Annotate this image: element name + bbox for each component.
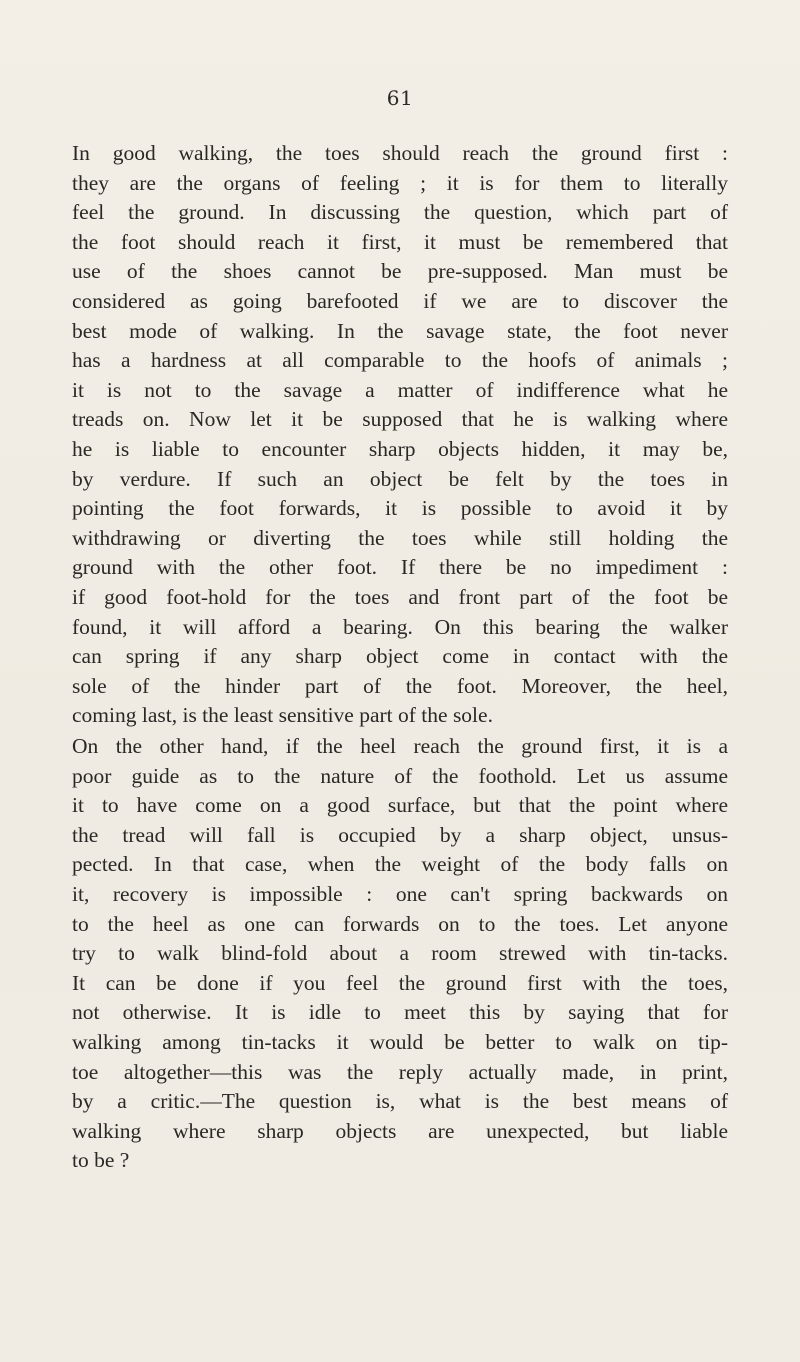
- text-line: toe altogether—this was the reply actually made, in print,: [72, 1059, 728, 1084]
- text-line: It can be done if you feel the ground first with the toes,: [72, 970, 728, 995]
- paragraph-2: [72, 732, 728, 1176]
- text-line: coming last, is the least sensitive part of the sole.: [72, 703, 493, 728]
- text-line: he is liable to encounter sharp objects hidden, it may be,: [72, 436, 728, 461]
- text-line: pected. In that case, when the weight of the body falls on: [72, 852, 728, 877]
- text-line: walking where sharp objects are unexpected, but liable: [72, 1118, 728, 1143]
- text-line: the foot should reach it first, it must be remembered that: [72, 229, 728, 254]
- text-line: can spring if any sharp object come in contact with the: [72, 644, 728, 669]
- text-line: sole of the hinder part of the foot. Moreover, the heel,: [72, 673, 728, 698]
- text-line: try to walk blind-fold about a room strewed with tin-tacks.: [72, 941, 728, 966]
- text-line: On the other hand, if the heel reach the ground first, it is a: [72, 734, 728, 758]
- text-line: has a hardness at all comparable to the hoofs of animals ;: [72, 348, 728, 373]
- page-number: 61: [386, 86, 414, 110]
- text-line: feel the ground. In discussing the question, which part of: [72, 200, 728, 225]
- paragraph-1: [72, 139, 728, 731]
- text-line: found, it will afford a bearing. On this bearing the walker: [72, 614, 728, 639]
- text-line: ground with the other foot. If there be no impediment :: [72, 555, 728, 580]
- text-line: by verdure. If such an object be felt by the toes in: [72, 466, 728, 491]
- text-line: In good walking, the toes should reach the ground first :: [72, 141, 728, 165]
- text-line: the tread will fall is occupied by a sharp object, unsus-: [72, 822, 728, 847]
- text-line: it, recovery is impossible : one can't spring backwards on: [72, 881, 728, 906]
- text-line: use of the shoes cannot be pre-supposed. Man must be: [72, 259, 728, 284]
- text-line: not otherwise. It is idle to meet this by saying that for: [72, 1000, 728, 1025]
- text-line: to be ?: [72, 1148, 130, 1173]
- text-line: withdrawing or diverting the toes while still holding the: [72, 525, 728, 550]
- text-line: best mode of walking. In the savage state, the foot never: [72, 318, 728, 343]
- text-line: considered as going barefooted if we are to discover the: [72, 288, 728, 313]
- text-line: walking among tin-tacks it would be better to walk on tip-: [72, 1029, 728, 1054]
- text-line: they are the organs of feeling ; it is for them to literally: [72, 170, 728, 195]
- text-line: to the heel as one can forwards on to the toes. Let anyone: [72, 911, 728, 936]
- text-line: by a critic.—The question is, what is the best means of: [72, 1089, 728, 1114]
- text-line: if good foot-hold for the toes and front part of the foot be: [72, 584, 728, 609]
- text-line: treads on. Now let it be supposed that he is walking where: [72, 407, 728, 432]
- text-line: pointing the foot forwards, it is possible to avoid it by: [72, 496, 728, 521]
- text-line: it is not to the savage a matter of indifference what he: [72, 377, 728, 402]
- text-line: it to have come on a good surface, but that the point where: [72, 793, 728, 818]
- text-line: poor guide as to the nature of the foothold. Let us assume: [72, 763, 728, 788]
